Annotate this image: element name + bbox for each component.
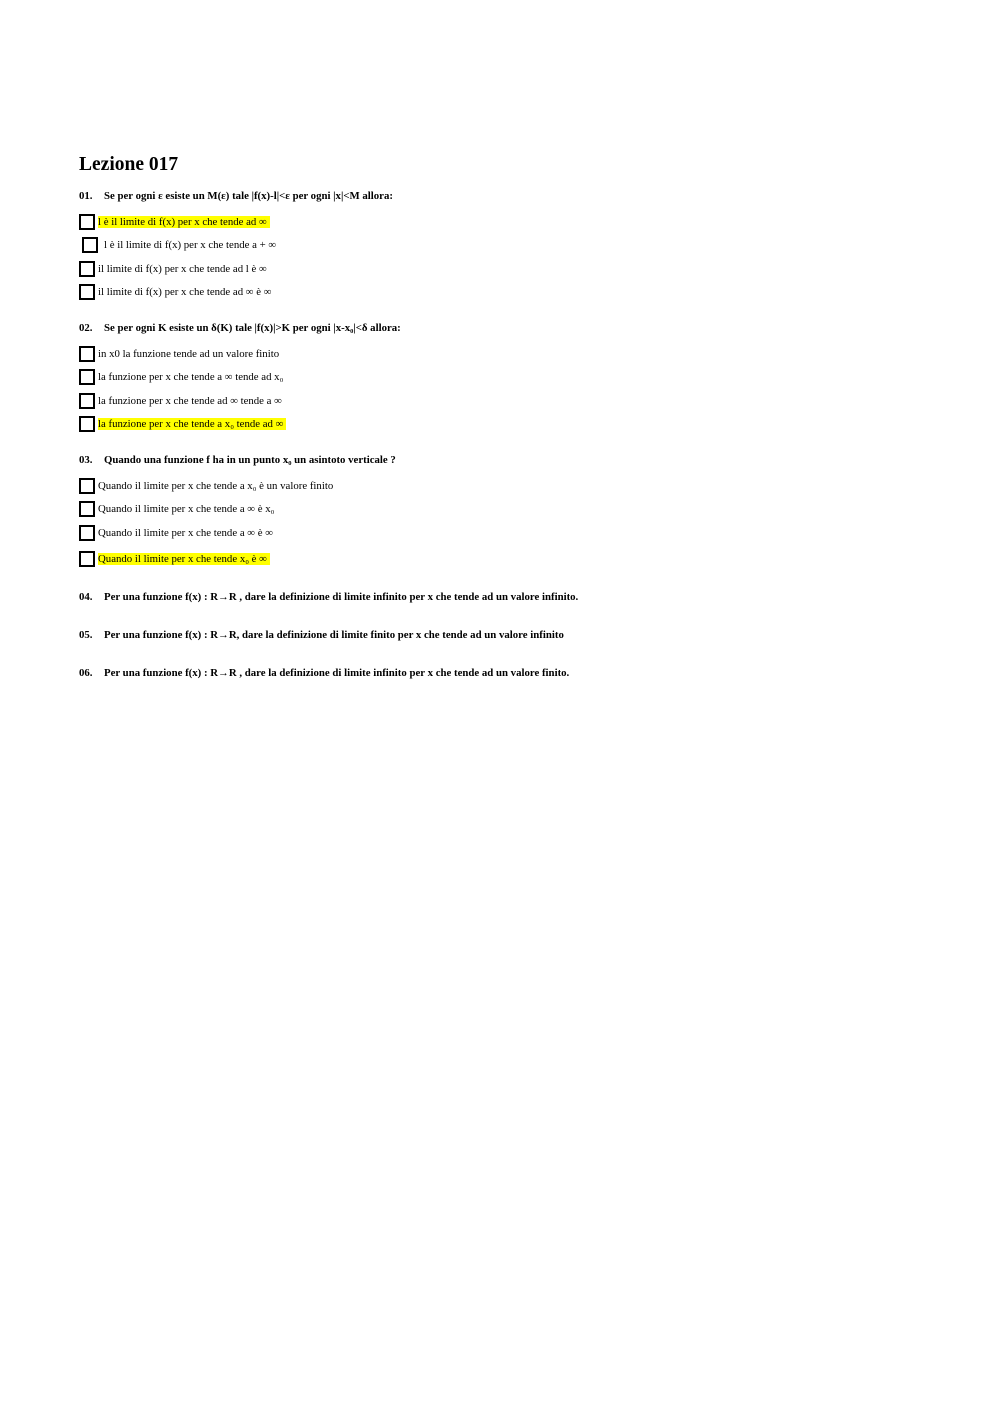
question-number: 01.	[79, 190, 93, 202]
checkbox-icon[interactable]	[79, 551, 95, 567]
checkbox-icon[interactable]	[82, 237, 98, 253]
question-03	[79, 452, 959, 573]
checkbox-icon[interactable]	[79, 501, 95, 517]
document-page	[79, 152, 959, 703]
question-text	[79, 452, 959, 468]
checkbox-icon[interactable]	[79, 525, 95, 541]
question-label: Se per ogni ε esiste un M(ε) tale |f(x)-l|<ε per ogni |x|<M allora:	[104, 190, 393, 202]
answer-option[interactable]	[79, 545, 959, 573]
answer-text: la funzione per x che tende a ∞ tende ad x₀	[98, 371, 284, 384]
question-text	[79, 320, 959, 336]
checkbox-icon[interactable]	[79, 369, 95, 385]
answer-option[interactable]	[79, 210, 959, 234]
question-label: Quando una funzione f ha in un punto x₀ un asintoto verticale ?	[104, 454, 396, 466]
checkbox-icon[interactable]	[79, 284, 95, 300]
question-text	[79, 188, 959, 204]
answer-options	[79, 210, 959, 304]
question-label: Per una funzione f(x) : R→R, dare la definizione di limite finito per x che tende ad un valore infinito	[104, 628, 564, 641]
answer-options	[79, 342, 959, 436]
answer-text-highlighted: l è il limite di f(x) per x che tende ad ∞	[98, 216, 270, 228]
answer-text: il limite di f(x) per x che tende ad ∞ è ∞	[98, 286, 272, 299]
answer-option[interactable]	[79, 342, 959, 366]
question-04	[79, 589, 959, 605]
answer-option[interactable]	[79, 234, 959, 258]
answer-option[interactable]	[79, 389, 959, 413]
checkbox-icon[interactable]	[79, 416, 95, 432]
checkbox-icon[interactable]	[79, 393, 95, 409]
question-02	[79, 320, 959, 436]
answer-option[interactable]	[79, 413, 959, 437]
checkbox-icon[interactable]	[79, 478, 95, 494]
answer-text: Quando il limite per x che tende a ∞ è ∞	[98, 526, 273, 539]
question-label: Se per ogni K esiste un δ(K) tale |f(x)|>K per ogni |x-x₀|<δ allora:	[104, 322, 401, 334]
checkbox-icon[interactable]	[79, 214, 95, 230]
question-number: 04.	[79, 590, 93, 603]
answer-text: la funzione per x che tende ad ∞ tende a ∞	[98, 394, 282, 407]
question-number: 06.	[79, 666, 93, 679]
question-label: Per una funzione f(x) : R→R , dare la definizione di limite infinito per x che tende ad un valore infinito.	[104, 590, 579, 603]
answer-text-highlighted: Quando il limite per x che tende x₀ è ∞	[98, 553, 270, 565]
answer-text-highlighted: la funzione per x che tende a x₀ tende ad ∞	[98, 418, 286, 430]
answer-text: l è il limite di f(x) per x che tende a + ∞	[104, 239, 277, 252]
checkbox-icon[interactable]	[79, 346, 95, 362]
question-number: 05.	[79, 628, 93, 641]
answer-option[interactable]	[79, 281, 959, 305]
question-05	[79, 627, 959, 643]
answer-text: Quando il limite per x che tende a x₀ è un valore finito	[98, 479, 334, 492]
question-number: 02.	[79, 322, 93, 334]
question-text	[79, 627, 959, 643]
answer-option[interactable]	[79, 366, 959, 390]
question-label: Per una funzione f(x) : R→R , dare la definizione di limite infinito per x che tende ad un valore finito.	[104, 666, 570, 679]
answer-option[interactable]	[79, 498, 959, 522]
page-title: Lezione 017	[79, 154, 179, 175]
question-text	[79, 665, 959, 681]
answer-option[interactable]	[79, 257, 959, 281]
answer-text: il limite di f(x) per x che tende ad l è ∞	[98, 262, 267, 275]
answer-text: Quando il limite per x che tende a ∞ è x₀	[98, 503, 275, 516]
question-01	[79, 188, 959, 304]
answer-option[interactable]	[79, 521, 959, 545]
question-number: 03.	[79, 454, 93, 466]
answer-options	[79, 474, 959, 573]
answer-option[interactable]	[79, 474, 959, 498]
question-text	[79, 589, 959, 605]
answer-text: in x0 la funzione tende ad un valore finito	[98, 347, 280, 360]
checkbox-icon[interactable]	[79, 261, 95, 277]
question-06	[79, 665, 959, 681]
